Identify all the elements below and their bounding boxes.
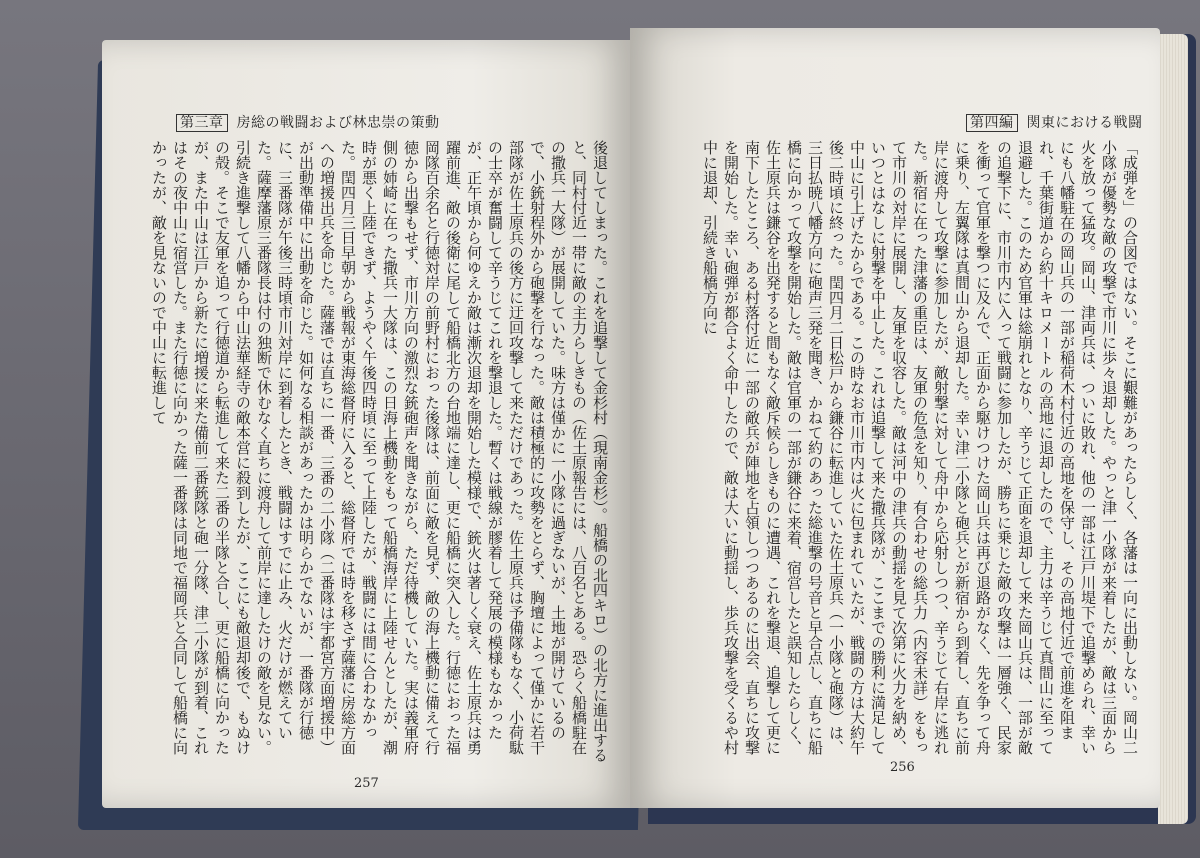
- section-label: 第四編: [966, 114, 1018, 132]
- section-title: 関東における戦闘: [1026, 115, 1143, 131]
- left-page-header: [176, 112, 439, 132]
- left-page-number: 257: [354, 776, 379, 791]
- chapter-title: 房総の戦闘および林忠崇の策動: [236, 115, 440, 131]
- right-page-number: 256: [890, 760, 915, 775]
- left-page-body: 後退してしまった。これを追撃して金杉村（現南金杉）。船橋の北四キロ）の北方に進出すると、同村付近一帯に敵の主力らしきもの（佐土原報告には、八百名とある。恐らく船橋駐在の撒兵一大隊）が展開していた。味方は僅かに一小隊に過ぎないが、土地が開けているので、小銃射程外から砲撃を行なった。敵は積極的に攻勢をとらず、胸壇によって僅かに若干部隊が佐土原兵の後方に迂回攻撃して来ただけであった。佐土原兵は予備隊もなく、小荷駄の士卒が奮闘して辛うじてこれを撃退した。暫くは戦線が膠着して発展の模様もなかったが、正午頃から何ゆえか敵は漸次退却を開始した模様で、銃火は著しく衰え、佐土原兵は勇躍前進、敵の後衛に尾して船橋北方の台地端に達し、更に船橋に突入した。行徳におった福岡隊百余名と行徳対岸の前野村におった後隊は、前面に敵を見ず、敵の海上機動に備えて行徳から出撃もせず、市川方向の激烈な銃砲声を聞きながら、ただ待機していた。実は義軍府側の姉崎に在った撒兵一大隊は、この日海上機動をもって船橋海岸に上陸せんとしたが、潮時が悪く上陸できず、ようやく午後四時頃に至って上陸したが、戦闘には間に合わなかった。閏四月三日早朝から戦報が東海総督府に入ると、総督府では時を移さず薩藩に房総方面への増援出兵を命じた。薩藩では直ちに一番、三番の二小隊（二番隊は宇都宮方面増援中）が出動準備中に出動を命じた。如何なる相談があったかは明らかでないが、一番隊が行徳に、三番隊が午後三時頃市川対岸に到着したとき、戦闘はすでに止み、火だけが燃えていた。薩摩藩原三番隊長は付の独断で休むなく直ちに渡舟して前岸に達したけの敵を見ない。引続き進撃して八幡から中山法華経寺の敵本営に殺到したが、ここにも敵退却後で、もぬけの殻。そこで友軍を追って行徳道から転進して来た二番の半隊と合し、更に船橋に向かったが、また中山は江戸から新たに増援に来た備前二番銃隊と砲一分隊、津二小隊が到着、これはその夜中山に宿営した。また行徳に向かった薩一番隊は同地で福岡兵と合同して船橋に向かったが、敵を見ないので中山に転進して: [150, 140, 609, 763]
- right-page-header: [966, 112, 1142, 132]
- chapter-label: 第三章: [176, 114, 228, 132]
- open-book: [88, 14, 1188, 836]
- right-page: [630, 28, 1160, 808]
- left-page: [102, 40, 630, 808]
- right-page-body: 「成弾を」の合図ではない。そこに艱難があったらしく、各藩は一向に出動しない。岡山二小隊が優勢な敵の攻撃で市川に歩々退却した。やっと津一小隊が来着したが、敵は三面から火を放って猛攻。岡山、津両兵は、ついに敗れ、他の一部は江戸川堤下で追撃められ、幸いにも八幡駐在の岡山兵の一部が稲荷木村付近の高地を保守し、その高地付近で前進を阻まれ、千葉街道から約十キロメートルの高地に退却したので、主力は辛うじて真間山に至って退避した。このため官軍は総崩れとなり、辛うじて正面を退却して来た岡山兵は、一部が敵の追撃下に、市川市内に入って戦闘に参加したが、勝ちに乗じた敵の攻撃は一層強く、民家を衝って官軍を撃つに及んで、正面から駆けつけた岡山兵は再び退路がなく、先を争って舟に乗り、左翼隊は真間山から退却した。幸い津二小隊と砲兵とが新宿から到着し、直ちに前岸に渡舟して攻撃に参加したが、敵射撃に対して舟中から応射しつつ、辛うじて右岸に逃れた。新宿に在った津藩の重臣は、友軍の危急を知り、有合わせの総兵力（内容未詳）をもって市川の対岸に展開し、友軍を収容した。敵は河中の津兵の動揺を見て次第に火力を納め、いつとはなしに射撃を中止した。これは追撃して来た撒兵隊が、ここまでの勝利に満足して中山に引上げたからである。この時なお市川市内は火に包まれていたが、戦闘の方は大約午後二時頃に終った。閏四月二日松戸から鎌谷に転進していた佐土原兵（一小隊と砲隊）は、三日払暁八幡方向に砲声三発を聞き、かねて約のあった総進撃の号音と早合点し、直ちに船橋に向かって攻撃を開始した。敵は官軍の一部が鎌谷に来着、宿営したと誤知したらしく、佐土原兵は鎌谷を出発すると間もなく敵斥候らしきものに遭遇、これを撃退、追撃して更に南下したところ、ある村落付近に一部の敵兵が陣地を占領しつつあるのに出会、直ちに攻撃を開始した。幸い砲弾が都合よく命中したので、敵は大いに動揺し、歩兵攻撃を受くるや村中に退却、引続き船橋方向に: [701, 140, 1139, 755]
- page-edges: [1158, 34, 1188, 824]
